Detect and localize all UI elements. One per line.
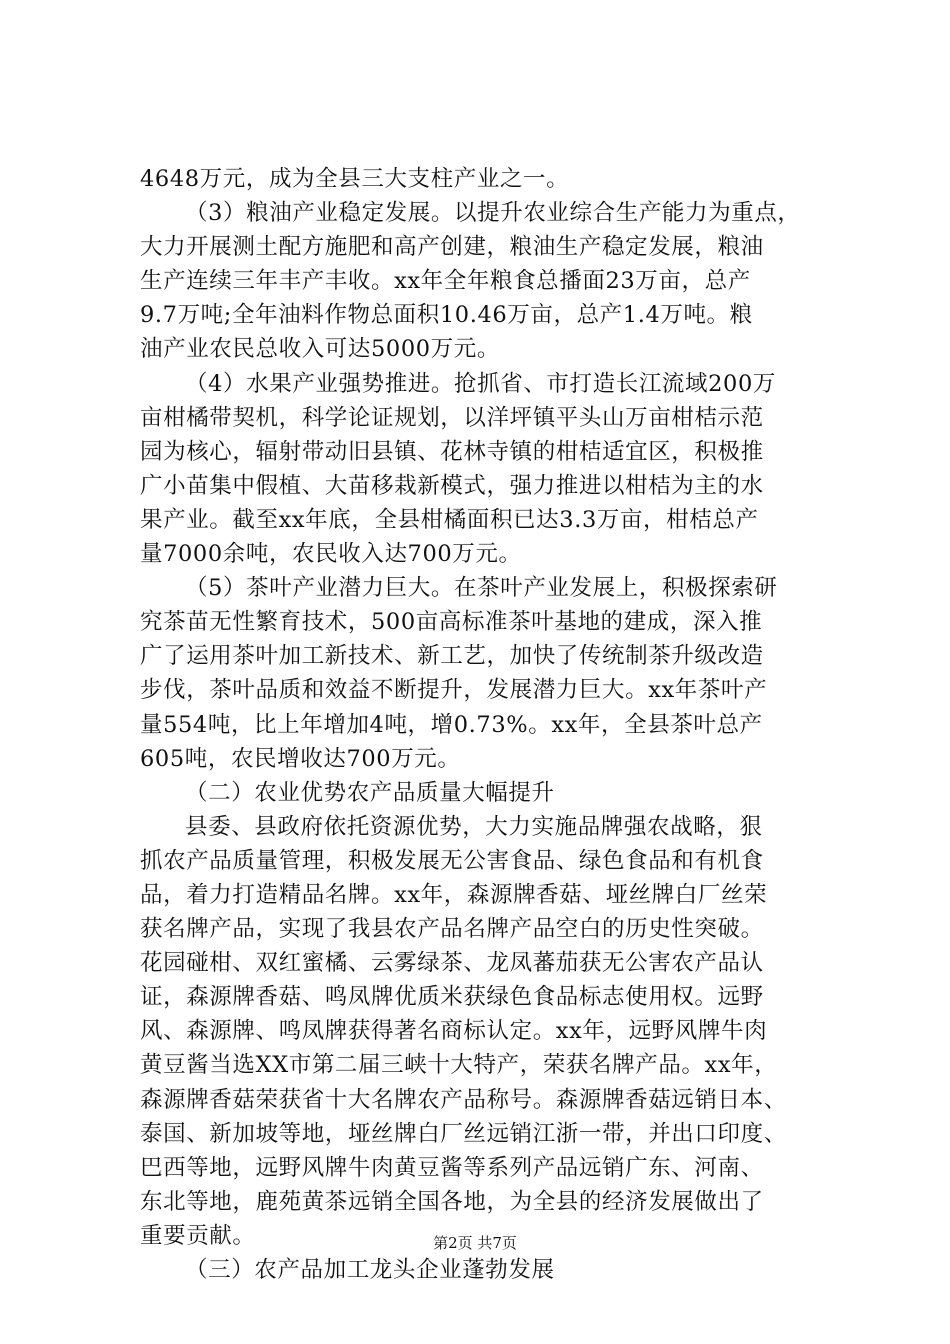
text-line: 风、森源牌、鸣凤牌获得著名商标认定。xx年，远野风牌牛肉: [140, 1018, 768, 1045]
text-line: 油产业农民总收入可达5000万元。: [140, 336, 500, 363]
text-line: 量554吨，比上年增加4吨，增0.73%。xx年，全县茶叶总产: [140, 711, 763, 738]
text-line: 证，森源牌香菇、鸣凤牌优质米获绿色食品标志使用权。远野: [140, 984, 764, 1011]
text-line: 生产连续三年丰产丰收。xx年全年粮食总播面23万亩，总产: [140, 268, 751, 295]
text-line: 黄豆酱当选XX市第二届三峡十大特产，荣获名牌产品。xx年，: [140, 1052, 778, 1079]
text-line: 重要贡献。: [140, 1222, 256, 1249]
text-line: 果产业。截至xx年底，全县柑橘面积已达3.3万亩，柑桔总产: [140, 506, 759, 533]
text-line: 获名牌产品，实现了我县农产品名牌产品空白的历史性突破。: [140, 916, 764, 943]
text-line: 广了运用茶叶加工新技术、新工艺，加快了传统制茶升级改造: [140, 643, 764, 670]
text-line: 究茶苗无性繁育技术，500亩高标准茶叶基地的建成，深入推: [140, 609, 763, 636]
text-line: 园为核心，辐射带动旧县镇、花林寺镇的柑桔适宜区，积极推: [140, 438, 764, 465]
text-line: 花园碰柑、双红蜜橘、云雾绿茶、龙凤蕃茄获无公害农产品认: [140, 950, 764, 977]
text-line: 广小苗集中假植、大苗移栽新模式，强力推进以柑桔为主的水: [140, 472, 764, 499]
text-line: 东北等地，鹿苑黄茶远销全国各地，为全县的经济发展做出了: [140, 1188, 764, 1215]
text-line: 泰国、新加坡等地，垭丝牌白厂丝远销江浙一带，并出口印度、: [140, 1120, 787, 1147]
document-body: [140, 162, 860, 1287]
text-line: （3）粮油产业稳定发展。以提升农业综合生产能力为重点，: [185, 200, 801, 227]
text-line: 量7000余吨，农民收入达700万元。: [140, 541, 522, 568]
text-line: 9.7万吨;全年油料作物总面积10.46万亩，总产1.4万吨。粮: [140, 302, 753, 329]
text-line: （三）农产品加工龙头企业蓬勃发展: [185, 1257, 555, 1283]
text-line: 大力开展测土配方施肥和高产创建，粮油生产稳定发展，粮油: [140, 234, 764, 261]
text-line: 品，着力打造精品名牌。xx年，森源牌香菇、垭丝牌白厂丝荣: [140, 881, 768, 908]
text-line: 县委、县政府依托资源优势，大力实施品牌强农战略，狠: [185, 813, 763, 840]
text-line: 巴西等地，远野风牌牛肉黄豆酱等系列产品远销广东、河南、: [140, 1154, 764, 1181]
text-line: （5）茶叶产业潜力巨大。在茶叶产业发展上，积极探索研: [185, 575, 778, 602]
text-line: （二）农业优势农产品质量大幅提升: [185, 779, 555, 806]
text-line: 步伐，茶叶品质和效益不断提升，发展潜力巨大。xx年茶叶产: [140, 677, 768, 704]
text-line: 亩柑橘带契机，科学论证规划，以洋坪镇平头山万亩柑桔示范: [140, 404, 764, 431]
text-line: 森源牌香菇荣获省十大名牌农产品称号。森源牌香菇远销日本、: [140, 1086, 787, 1113]
text-line: 4648万元，成为全县三大支柱产业之一。: [140, 166, 570, 192]
text-line: （4）水果产业强势推进。抢抓省、市打造长江流域200万: [185, 370, 776, 397]
text-line: 抓农产品质量管理，积极发展无公害食品、绿色食品和有机食: [140, 847, 764, 874]
text-line: 605吨，农民增收达700万元。: [140, 745, 461, 772]
page-footer: 第2页 共7页: [433, 1234, 517, 1252]
